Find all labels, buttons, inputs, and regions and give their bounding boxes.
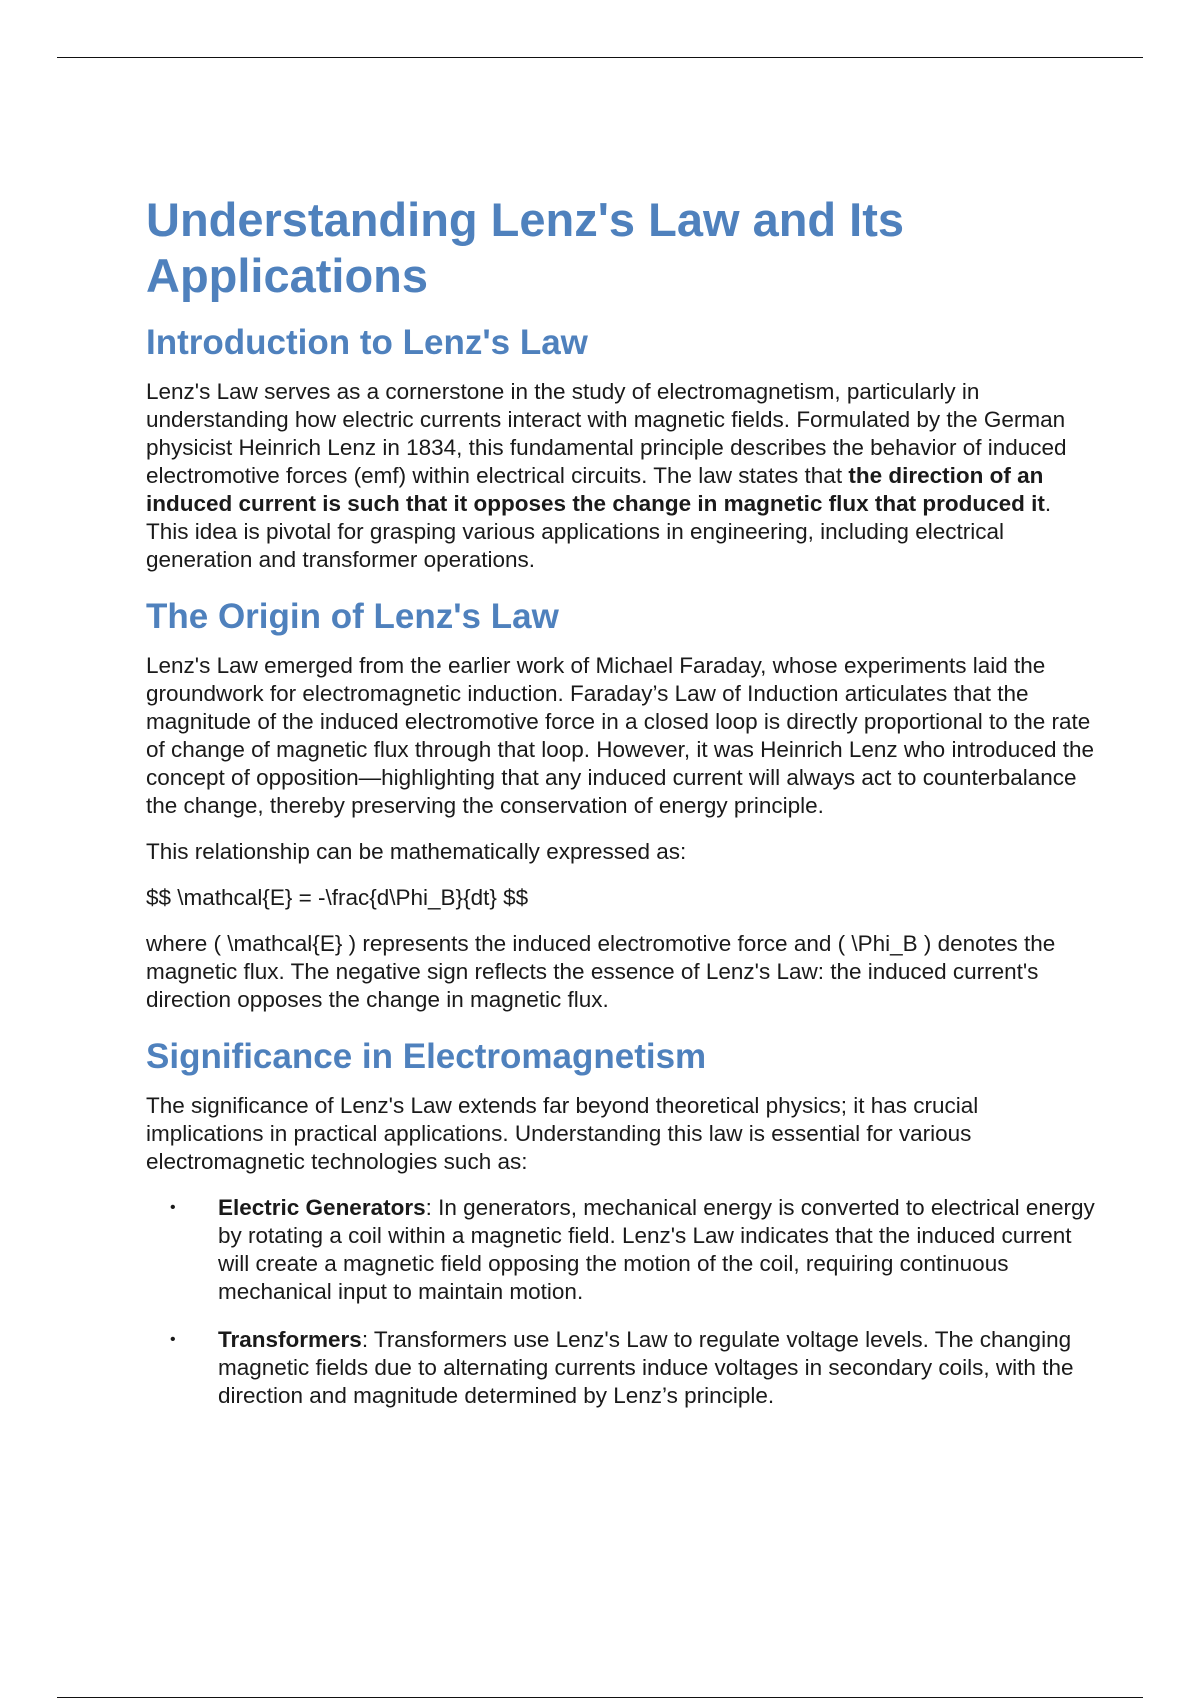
intro-paragraph bbox=[146, 378, 1096, 574]
relationship-paragraph: This relationship can be mathematically expressed as: bbox=[146, 839, 687, 864]
list-item bbox=[146, 1326, 1096, 1410]
list-item-text: : In generators, mechanical energy is converted to electrical energy by rotating a coil within a magnetic field. Lenz's Law indicates that the induced current will create a magnetic field opposing the motion of the coil, requiring continuous mechanical input to maintain motion. bbox=[218, 1195, 1095, 1304]
intro-text-end: . This idea is pivotal for grasping various applications in engineering, including electrical generation and transformer operations. bbox=[146, 491, 1052, 572]
list-item-term: Electric Generators bbox=[218, 1195, 426, 1220]
bullet-marker: • bbox=[170, 1199, 176, 1216]
document-body bbox=[146, 192, 1096, 1430]
footer-rule bbox=[57, 1697, 1143, 1698]
significance-paragraph: The significance of Lenz's Law extends far beyond theoretical physics; it has crucial implications in practical applications. Understanding this law is essential for various electromagnetic technologies such as: bbox=[146, 1093, 979, 1174]
formula-explanation: where ( \mathcal{E} ) represents the induced electromotive force and ( \Phi_B ) denotes the magnetic flux. The negative sign reflects the essence of Lenz's Law: the induced current's direction opposes the change in magnetic flux. bbox=[146, 931, 1056, 1012]
formula-text: $$ \mathcal{E} = -\frac{d\Phi_B}{dt} $$ bbox=[146, 885, 529, 910]
section-heading-introduction: Introduction to Lenz's Law bbox=[146, 323, 588, 362]
list-item bbox=[146, 1194, 1096, 1306]
document-title: Understanding Lenz's Law and Its Applications bbox=[146, 193, 905, 302]
section-heading-significance: Significance in Electromagnetism bbox=[146, 1037, 707, 1076]
list-item-text: : Transformers use Lenz's Law to regulate voltage levels. The changing magnetic fields due to alternating currents induce voltages in secondary coils, with the direction and magnitude determined by Lenz’s principle. bbox=[218, 1327, 1074, 1408]
list-item-term: Transformers bbox=[218, 1327, 362, 1352]
header-rule bbox=[57, 57, 1143, 58]
intro-bold-statement: the direction of an induced current is such that it opposes the change in magnetic flux that produced it bbox=[146, 463, 1045, 516]
applications-list bbox=[146, 1194, 1096, 1410]
intro-text-start: Lenz's Law serves as a cornerstone in the study of electromagnetism, particularly in understanding how electric currents interact with magnetic fields. Formulated by the German physicist Heinrich Lenz in 1834, this fundamental principle describes the behavior of induced electromotive forces (emf) within electrical circuits. The law states that bbox=[146, 379, 1067, 488]
origin-paragraph: Lenz's Law emerged from the earlier work of Michael Faraday, whose experiments laid the groundwork for electromagnetic induction. Faraday’s Law of Induction articulates that the magnitude of the induced electromotive force in a closed loop is directly proportional to the rate of change of magnetic flux through that loop. However, it was Heinrich Lenz who introduced the concept of opposition—highlighting that any induced current will always act to counterbalance the change, thereby preserving the conservation of energy principle. bbox=[146, 653, 1095, 818]
section-heading-origin: The Origin of Lenz's Law bbox=[146, 597, 559, 636]
bullet-marker: • bbox=[170, 1331, 176, 1348]
